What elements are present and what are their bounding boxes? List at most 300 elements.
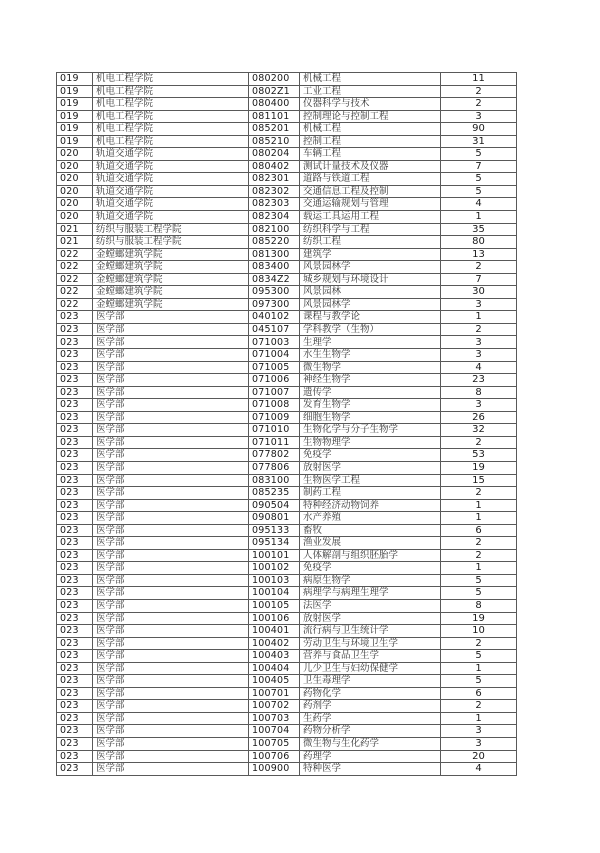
table-row — [57, 725, 517, 738]
major-code-cell: 100703 — [249, 712, 300, 725]
quota-cell: 2 — [441, 487, 517, 500]
table-row — [57, 248, 517, 261]
school-name-cell: 医学部 — [93, 599, 249, 612]
school-name-cell: 纺织与服装工程学院 — [93, 223, 249, 236]
quota-cell: 4 — [441, 198, 517, 211]
major-name-cell: 放射医学 — [300, 612, 441, 625]
major-name-cell: 药理学 — [300, 750, 441, 763]
major-code-cell: 071011 — [249, 436, 300, 449]
quota-cell: 3 — [441, 298, 517, 311]
major-code-cell: 100105 — [249, 599, 300, 612]
table-row — [57, 637, 517, 650]
school-name-cell: 医学部 — [93, 763, 249, 776]
major-code-cell: 100106 — [249, 612, 300, 625]
quota-cell: 2 — [441, 436, 517, 449]
major-code-cell: 083400 — [249, 261, 300, 274]
quota-cell: 32 — [441, 424, 517, 437]
quota-cell: 90 — [441, 123, 517, 136]
department-code-cell: 023 — [57, 461, 93, 474]
department-code-cell: 023 — [57, 512, 93, 525]
major-code-cell: 080204 — [249, 148, 300, 161]
school-name-cell: 医学部 — [93, 361, 249, 374]
major-code-cell: 100404 — [249, 662, 300, 675]
school-name-cell: 医学部 — [93, 499, 249, 512]
quota-cell: 7 — [441, 160, 517, 173]
major-code-cell: 095134 — [249, 537, 300, 550]
major-name-cell: 交通运输规划与管理 — [300, 198, 441, 211]
department-code-cell: 023 — [57, 386, 93, 399]
school-name-cell: 医学部 — [93, 474, 249, 487]
quota-cell: 1 — [441, 712, 517, 725]
quota-cell: 5 — [441, 185, 517, 198]
major-code-cell: 100103 — [249, 574, 300, 587]
table-row — [57, 449, 517, 462]
school-name-cell: 医学部 — [93, 587, 249, 600]
table-row — [57, 135, 517, 148]
department-code-cell: 020 — [57, 173, 93, 186]
table-row — [57, 349, 517, 362]
table-row — [57, 700, 517, 713]
department-code-cell: 023 — [57, 323, 93, 336]
major-name-cell: 工业工程 — [300, 85, 441, 98]
table-row — [57, 323, 517, 336]
major-name-cell: 生物物理学 — [300, 436, 441, 449]
school-name-cell: 医学部 — [93, 737, 249, 750]
school-name-cell: 金螳螂建筑学院 — [93, 248, 249, 261]
table-row — [57, 712, 517, 725]
major-code-cell: 071010 — [249, 424, 300, 437]
department-code-cell: 019 — [57, 123, 93, 136]
department-code-cell: 022 — [57, 273, 93, 286]
school-name-cell: 医学部 — [93, 436, 249, 449]
department-code-cell: 023 — [57, 499, 93, 512]
major-code-cell: 100102 — [249, 562, 300, 575]
quota-cell: 5 — [441, 650, 517, 663]
major-name-cell: 劳动卫生与环境卫生学 — [300, 637, 441, 650]
major-code-cell: 083100 — [249, 474, 300, 487]
department-code-cell: 023 — [57, 599, 93, 612]
school-name-cell: 医学部 — [93, 537, 249, 550]
table-row — [57, 737, 517, 750]
quota-cell: 3 — [441, 725, 517, 738]
department-code-cell: 023 — [57, 436, 93, 449]
table-row — [57, 286, 517, 299]
department-code-cell: 023 — [57, 750, 93, 763]
major-name-cell: 特种医学 — [300, 763, 441, 776]
department-code-cell: 023 — [57, 737, 93, 750]
table-row — [57, 198, 517, 211]
major-code-cell: 085220 — [249, 236, 300, 249]
school-name-cell: 轨道交通学院 — [93, 148, 249, 161]
major-name-cell: 药剂学 — [300, 700, 441, 713]
major-name-cell: 水产养殖 — [300, 512, 441, 525]
school-name-cell: 医学部 — [93, 524, 249, 537]
major-name-cell: 营养与食品卫生学 — [300, 650, 441, 663]
school-name-cell: 轨道交通学院 — [93, 160, 249, 173]
department-code-cell: 020 — [57, 198, 93, 211]
school-name-cell: 轨道交通学院 — [93, 173, 249, 186]
quota-cell: 3 — [441, 336, 517, 349]
major-code-cell: 097300 — [249, 298, 300, 311]
department-code-cell: 023 — [57, 524, 93, 537]
department-code-cell: 023 — [57, 662, 93, 675]
school-name-cell: 机电工程学院 — [93, 85, 249, 98]
school-name-cell: 医学部 — [93, 336, 249, 349]
table-row — [57, 662, 517, 675]
table-row — [57, 298, 517, 311]
quota-cell: 23 — [441, 374, 517, 387]
major-name-cell: 细胞生物学 — [300, 411, 441, 424]
quota-cell: 2 — [441, 323, 517, 336]
school-name-cell: 医学部 — [93, 562, 249, 575]
table-row — [57, 763, 517, 776]
major-name-cell: 微生物学 — [300, 361, 441, 374]
major-code-cell: 085201 — [249, 123, 300, 136]
table-row — [57, 98, 517, 111]
quota-cell: 2 — [441, 537, 517, 550]
major-code-cell: 090504 — [249, 499, 300, 512]
department-code-cell: 021 — [57, 223, 93, 236]
department-code-cell: 023 — [57, 474, 93, 487]
quota-cell: 8 — [441, 386, 517, 399]
department-code-cell: 022 — [57, 261, 93, 274]
school-name-cell: 医学部 — [93, 637, 249, 650]
major-name-cell: 人体解剖与组织胚胎学 — [300, 549, 441, 562]
school-name-cell: 医学部 — [93, 399, 249, 412]
table-row — [57, 625, 517, 638]
table-row — [57, 110, 517, 123]
major-name-cell: 机械工程 — [300, 123, 441, 136]
school-name-cell: 医学部 — [93, 675, 249, 688]
quota-cell: 1 — [441, 499, 517, 512]
school-name-cell: 轨道交通学院 — [93, 211, 249, 224]
department-code-cell: 023 — [57, 574, 93, 587]
table-row — [57, 411, 517, 424]
major-name-cell: 免疫学 — [300, 562, 441, 575]
department-code-cell: 023 — [57, 700, 93, 713]
major-code-cell: 100401 — [249, 625, 300, 638]
major-code-cell: 0834Z2 — [249, 273, 300, 286]
table-row — [57, 374, 517, 387]
school-name-cell: 医学部 — [93, 612, 249, 625]
major-name-cell: 风景园林学 — [300, 298, 441, 311]
major-name-cell: 病理学与病理生理学 — [300, 587, 441, 600]
department-code-cell: 023 — [57, 349, 93, 362]
major-code-cell: 100706 — [249, 750, 300, 763]
department-code-cell: 023 — [57, 675, 93, 688]
table-row — [57, 574, 517, 587]
table-row — [57, 549, 517, 562]
major-name-cell: 法医学 — [300, 599, 441, 612]
major-name-cell: 交通信息工程及控制 — [300, 185, 441, 198]
major-name-cell: 控制理论与控制工程 — [300, 110, 441, 123]
department-code-cell: 023 — [57, 411, 93, 424]
quota-cell: 2 — [441, 700, 517, 713]
school-name-cell: 机电工程学院 — [93, 135, 249, 148]
major-code-cell: 071004 — [249, 349, 300, 362]
department-code-cell: 021 — [57, 236, 93, 249]
school-name-cell: 医学部 — [93, 449, 249, 462]
department-code-cell: 020 — [57, 185, 93, 198]
department-code-cell: 023 — [57, 587, 93, 600]
quota-cell: 2 — [441, 261, 517, 274]
table-row — [57, 524, 517, 537]
department-code-cell: 023 — [57, 562, 93, 575]
school-name-cell: 医学部 — [93, 662, 249, 675]
school-name-cell: 金螳螂建筑学院 — [93, 298, 249, 311]
department-code-cell: 023 — [57, 399, 93, 412]
table-row — [57, 336, 517, 349]
table-row — [57, 223, 517, 236]
major-name-cell: 遗传学 — [300, 386, 441, 399]
department-code-cell: 023 — [57, 650, 93, 663]
major-code-cell: 090801 — [249, 512, 300, 525]
major-name-cell: 城乡规划与环境设计 — [300, 273, 441, 286]
major-code-cell: 100402 — [249, 637, 300, 650]
department-code-cell: 023 — [57, 725, 93, 738]
table-row — [57, 424, 517, 437]
major-name-cell: 特种经济动物饲养 — [300, 499, 441, 512]
quota-cell: 1 — [441, 311, 517, 324]
quota-cell: 30 — [441, 286, 517, 299]
department-code-cell: 022 — [57, 286, 93, 299]
major-name-cell: 学科教学（生物） — [300, 323, 441, 336]
major-code-cell: 071009 — [249, 411, 300, 424]
major-name-cell: 微生物与生化药学 — [300, 737, 441, 750]
quota-cell: 11 — [441, 73, 517, 86]
quota-cell: 3 — [441, 110, 517, 123]
school-name-cell: 金螳螂建筑学院 — [93, 261, 249, 274]
major-code-cell: 080400 — [249, 98, 300, 111]
table-row — [57, 487, 517, 500]
table-row — [57, 399, 517, 412]
major-name-cell: 放射医学 — [300, 461, 441, 474]
school-name-cell: 医学部 — [93, 700, 249, 713]
school-name-cell: 医学部 — [93, 349, 249, 362]
quota-cell: 8 — [441, 599, 517, 612]
school-name-cell: 机电工程学院 — [93, 98, 249, 111]
school-name-cell: 医学部 — [93, 311, 249, 324]
table-row — [57, 311, 517, 324]
major-code-cell: 100705 — [249, 737, 300, 750]
major-code-cell: 081300 — [249, 248, 300, 261]
department-code-cell: 023 — [57, 712, 93, 725]
school-name-cell: 医学部 — [93, 374, 249, 387]
table-row — [57, 612, 517, 625]
school-name-cell: 医学部 — [93, 712, 249, 725]
school-name-cell: 机电工程学院 — [93, 123, 249, 136]
school-name-cell: 金螳螂建筑学院 — [93, 286, 249, 299]
quota-cell: 2 — [441, 98, 517, 111]
major-name-cell: 药物化学 — [300, 687, 441, 700]
major-code-cell: 077806 — [249, 461, 300, 474]
table-row — [57, 499, 517, 512]
quota-cell: 5 — [441, 574, 517, 587]
major-name-cell: 控制工程 — [300, 135, 441, 148]
quota-cell: 3 — [441, 737, 517, 750]
school-name-cell: 轨道交通学院 — [93, 185, 249, 198]
department-code-cell: 020 — [57, 211, 93, 224]
school-name-cell: 纺织与服装工程学院 — [93, 236, 249, 249]
major-name-cell: 机械工程 — [300, 73, 441, 86]
major-name-cell: 生理学 — [300, 336, 441, 349]
quota-cell: 5 — [441, 675, 517, 688]
table-row — [57, 474, 517, 487]
major-code-cell: 082100 — [249, 223, 300, 236]
department-code-cell: 023 — [57, 361, 93, 374]
major-name-cell: 生物医学工程 — [300, 474, 441, 487]
table-row — [57, 436, 517, 449]
major-code-cell: 100900 — [249, 763, 300, 776]
table-row — [57, 562, 517, 575]
table-row — [57, 160, 517, 173]
table-row — [57, 750, 517, 763]
major-code-cell: 100403 — [249, 650, 300, 663]
major-code-cell: 080402 — [249, 160, 300, 173]
table-row — [57, 687, 517, 700]
major-code-cell: 0802Z1 — [249, 85, 300, 98]
department-code-cell: 019 — [57, 73, 93, 86]
school-name-cell: 医学部 — [93, 424, 249, 437]
school-name-cell: 医学部 — [93, 512, 249, 525]
quota-cell: 5 — [441, 148, 517, 161]
major-name-cell: 风景园林学 — [300, 261, 441, 274]
major-code-cell: 082302 — [249, 185, 300, 198]
major-name-cell: 渔业发展 — [300, 537, 441, 550]
table-row — [57, 185, 517, 198]
table-row — [57, 211, 517, 224]
quota-cell: 15 — [441, 474, 517, 487]
department-code-cell: 022 — [57, 248, 93, 261]
department-code-cell: 019 — [57, 135, 93, 148]
quota-cell: 6 — [441, 524, 517, 537]
major-name-cell: 发育生物学 — [300, 399, 441, 412]
major-name-cell: 病原生物学 — [300, 574, 441, 587]
quota-cell: 1 — [441, 211, 517, 224]
department-code-cell: 023 — [57, 374, 93, 387]
department-code-cell: 023 — [57, 537, 93, 550]
school-name-cell: 医学部 — [93, 386, 249, 399]
department-code-cell: 023 — [57, 487, 93, 500]
department-code-cell: 023 — [57, 336, 93, 349]
major-name-cell: 建筑学 — [300, 248, 441, 261]
school-name-cell: 医学部 — [93, 487, 249, 500]
quota-cell: 5 — [441, 173, 517, 186]
quota-cell: 2 — [441, 549, 517, 562]
major-code-cell: 095133 — [249, 524, 300, 537]
major-code-cell: 080200 — [249, 73, 300, 86]
major-code-cell: 100101 — [249, 549, 300, 562]
enrollment-table — [56, 72, 517, 776]
major-code-cell: 082303 — [249, 198, 300, 211]
quota-cell: 1 — [441, 562, 517, 575]
table-row — [57, 461, 517, 474]
department-code-cell: 023 — [57, 763, 93, 776]
major-code-cell: 071008 — [249, 399, 300, 412]
department-code-cell: 020 — [57, 148, 93, 161]
major-name-cell: 纺织科学与工程 — [300, 223, 441, 236]
quota-cell: 35 — [441, 223, 517, 236]
major-code-cell: 071005 — [249, 361, 300, 374]
school-name-cell: 医学部 — [93, 725, 249, 738]
major-name-cell: 道路与铁道工程 — [300, 173, 441, 186]
school-name-cell: 医学部 — [93, 625, 249, 638]
major-name-cell: 风景园林 — [300, 286, 441, 299]
major-name-cell: 神经生物学 — [300, 374, 441, 387]
school-name-cell: 机电工程学院 — [93, 110, 249, 123]
quota-cell: 7 — [441, 273, 517, 286]
quota-cell: 4 — [441, 361, 517, 374]
table-row — [57, 73, 517, 86]
major-code-cell: 081101 — [249, 110, 300, 123]
department-code-cell: 023 — [57, 612, 93, 625]
school-name-cell: 金螳螂建筑学院 — [93, 273, 249, 286]
school-name-cell: 医学部 — [93, 323, 249, 336]
quota-cell: 53 — [441, 449, 517, 462]
major-name-cell: 卫生毒理学 — [300, 675, 441, 688]
quota-cell: 31 — [441, 135, 517, 148]
major-name-cell: 免疫学 — [300, 449, 441, 462]
major-name-cell: 生物化学与分子生物学 — [300, 424, 441, 437]
school-name-cell: 机电工程学院 — [93, 73, 249, 86]
department-code-cell: 022 — [57, 298, 93, 311]
table-row — [57, 650, 517, 663]
major-code-cell: 100702 — [249, 700, 300, 713]
table-row — [57, 123, 517, 136]
school-name-cell: 医学部 — [93, 461, 249, 474]
department-code-cell: 019 — [57, 110, 93, 123]
table-row — [57, 361, 517, 374]
quota-cell: 3 — [441, 349, 517, 362]
quota-cell: 1 — [441, 662, 517, 675]
major-name-cell: 仪器科学与技术 — [300, 98, 441, 111]
table-row — [57, 599, 517, 612]
department-code-cell: 019 — [57, 98, 93, 111]
major-name-cell: 流行病与卫生统计学 — [300, 625, 441, 638]
quota-cell: 6 — [441, 687, 517, 700]
table-row — [57, 173, 517, 186]
school-name-cell: 医学部 — [93, 411, 249, 424]
quota-cell: 19 — [441, 612, 517, 625]
school-name-cell: 医学部 — [93, 650, 249, 663]
quota-cell: 4 — [441, 763, 517, 776]
table-row — [57, 261, 517, 274]
school-name-cell: 医学部 — [93, 549, 249, 562]
major-name-cell: 水生生物学 — [300, 349, 441, 362]
quota-cell: 19 — [441, 461, 517, 474]
table-row — [57, 236, 517, 249]
major-code-cell: 071007 — [249, 386, 300, 399]
department-code-cell: 023 — [57, 687, 93, 700]
major-code-cell: 100405 — [249, 675, 300, 688]
department-code-cell: 023 — [57, 549, 93, 562]
quota-cell: 20 — [441, 750, 517, 763]
table-row — [57, 148, 517, 161]
quota-cell: 3 — [441, 399, 517, 412]
school-name-cell: 医学部 — [93, 574, 249, 587]
quota-cell: 26 — [441, 411, 517, 424]
major-name-cell: 儿少卫生与妇幼保健学 — [300, 662, 441, 675]
table-row — [57, 85, 517, 98]
major-name-cell: 课程与教学论 — [300, 311, 441, 324]
quota-cell: 5 — [441, 587, 517, 600]
department-code-cell: 023 — [57, 449, 93, 462]
quota-cell: 80 — [441, 236, 517, 249]
major-code-cell: 040102 — [249, 311, 300, 324]
department-code-cell: 023 — [57, 424, 93, 437]
major-name-cell: 纺织工程 — [300, 236, 441, 249]
major-code-cell: 085210 — [249, 135, 300, 148]
